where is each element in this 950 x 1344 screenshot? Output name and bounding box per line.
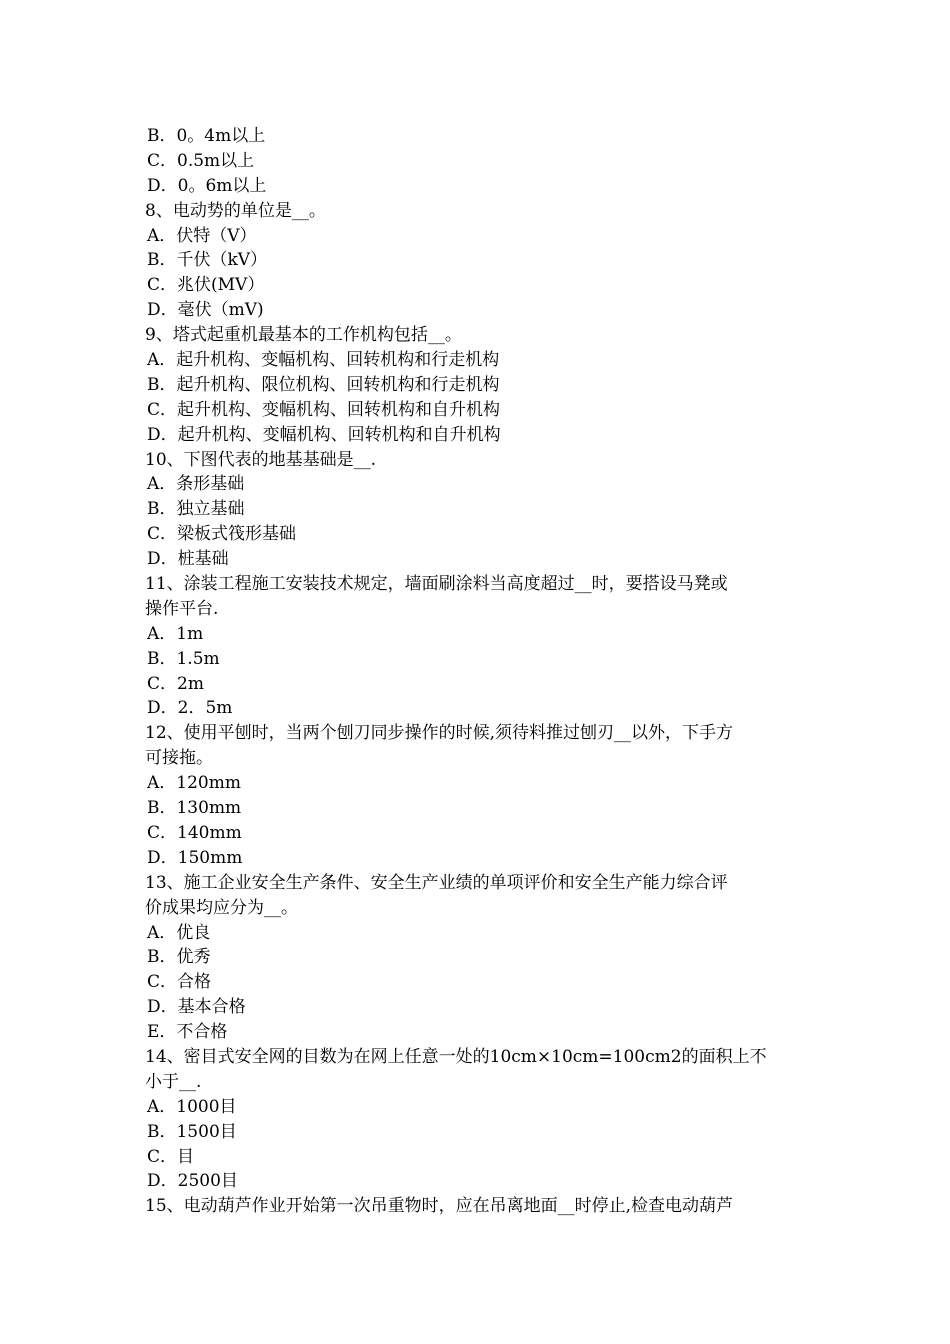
answer-option: D．桩基础 [147, 549, 229, 570]
answer-option: C．140mm [147, 822, 242, 843]
exam-question-text [145, 124, 810, 1219]
answer-option: B．千伏（kV） [147, 250, 268, 271]
answer-option: B．起升机构、限位机构、回转机构和行走机构 [147, 374, 500, 395]
answer-option: B．优秀 [147, 947, 211, 968]
question-stem: 9、塔式起重机最基本的工作机构包括__。 [145, 325, 462, 346]
answer-option: D．0。6m以上 [147, 175, 267, 196]
question-stem-continued: 小于__. [145, 1071, 202, 1092]
answer-option: B．独立基础 [147, 499, 245, 520]
answer-option: C．梁板式筏形基础 [147, 524, 297, 545]
answer-option: B．1500目 [147, 1121, 237, 1142]
answer-option: A．伏特（V） [147, 225, 257, 246]
answer-option: D．基本合格 [147, 997, 246, 1018]
question-stem: 14、密目式安全网的目数为在网上任意一处的10cm×10cm=100cm2的面积上不 [145, 1046, 767, 1067]
question-stem: 8、电动势的单位是__。 [145, 200, 326, 221]
answer-option: B．1.5m [147, 648, 220, 669]
answer-option: A．1000目 [147, 1096, 237, 1117]
answer-option: B．0。4m以上 [147, 126, 266, 146]
answer-option: A．条形基础 [147, 474, 245, 495]
answer-option: C．0.5m以上 [147, 150, 255, 171]
question-stem-continued: 价成果均应分为__。 [145, 897, 298, 918]
answer-option: B．130mm [147, 798, 242, 819]
question-stem-continued: 操作平台. [145, 598, 219, 619]
answer-option: A．1m [147, 623, 204, 644]
answer-option: C．兆伏(MV） [147, 275, 265, 296]
answer-option: D．150mm [147, 847, 243, 868]
answer-option: C．合格 [147, 972, 212, 993]
answer-option: A．120mm [147, 773, 241, 794]
answer-option: D．2．5m [147, 698, 233, 719]
question-stem: 15、电动葫芦作业开始第一次吊重物时，应在吊离地面__时停止,检查电动葫芦 [145, 1196, 734, 1217]
answer-option: C．起升机构、变幅机构、回转机构和自升机构 [147, 399, 501, 420]
question-stem: 13、施工企业安全生产条件、安全生产业绩的单项评价和安全生产能力综合评 [145, 872, 728, 893]
answer-option: D．毫伏（mV) [147, 300, 264, 321]
answer-option: A．优良 [147, 922, 211, 943]
answer-option: E．不合格 [147, 1022, 228, 1043]
question-stem: 11、涂装工程施工安装技术规定，墙面刷涂料当高度超过__时，要搭设马凳或 [145, 574, 728, 595]
question-stem: 10、下图代表的地基基础是__. [145, 449, 377, 470]
question-stem-continued: 可接拖。 [145, 748, 213, 769]
question-stem: 12、使用平刨时，当两个刨刀同步操作的时候,须待料推过刨刃__以外，下手方 [145, 723, 734, 744]
answer-option: C．目 [147, 1146, 195, 1167]
answer-option: C．2m [147, 673, 204, 694]
answer-option: D．起升机构、变幅机构、回转机构和自升机构 [147, 424, 501, 445]
answer-option: D．2500目 [147, 1171, 238, 1192]
answer-option: A．起升机构、变幅机构、回转机构和行走机构 [147, 350, 500, 371]
